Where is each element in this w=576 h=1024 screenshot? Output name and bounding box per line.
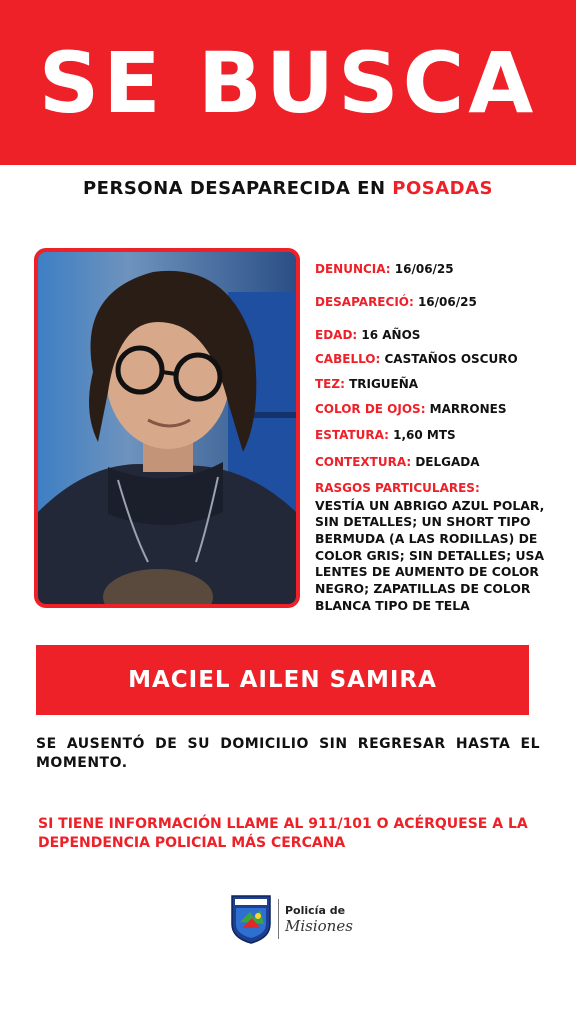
header-banner [0, 0, 576, 165]
person-name: MACIEL AILEN SAMIRA [128, 667, 437, 693]
police-logo [230, 893, 353, 945]
detail-ojos [315, 402, 560, 416]
subtitle-city: POSADAS [392, 178, 494, 199]
logo-line1: Policía de [285, 903, 346, 917]
page-title: SE BUSCA [38, 33, 538, 132]
detail-label: CONTEXTURA: [315, 454, 412, 469]
detail-label: COLOR DE OJOS: [315, 401, 426, 416]
detail-edad [315, 328, 560, 342]
person-photo-illustration [38, 252, 296, 604]
detail-label: EDAD: [315, 327, 358, 342]
detail-label: ESTATURA: [315, 428, 389, 443]
police-shield-icon [230, 894, 272, 944]
logo-text [285, 904, 353, 935]
statement-text: SE AUSENTÓ DE SU DOMICILIO SIN REGRESAR HASTA EL MOMENTO. [36, 736, 540, 771]
detail-label: RASGOS PARTICULARES: [315, 481, 480, 496]
detail-desaparecio [315, 295, 560, 309]
person-photo [34, 248, 300, 608]
detail-value: 16 AÑOS [357, 327, 421, 342]
detail-label: DESAPARECIÓ: [315, 295, 414, 310]
detail-value: 16/06/25 [390, 262, 454, 276]
subtitle-prefix: PERSONA DESAPARECIDA EN [82, 178, 393, 199]
detail-label: TEZ: [315, 376, 345, 391]
logo-line2: Misiones [285, 916, 353, 935]
detail-denuncia [315, 262, 560, 276]
detail-label: DENUNCIA: [315, 262, 391, 276]
detail-label: CABELLO: [315, 352, 381, 367]
detail-cabello [315, 352, 560, 366]
detail-value: CASTAÑOS OSCURO [380, 352, 518, 367]
logo-divider [278, 899, 279, 939]
person-details [315, 262, 560, 615]
detail-tez [315, 377, 560, 391]
subtitle [0, 178, 576, 199]
name-banner [36, 645, 529, 715]
detail-value: TRIGUEÑA [344, 376, 419, 391]
detail-value: 1,60 MTS [388, 428, 456, 443]
detail-contextura [315, 455, 560, 469]
contact-info: SI TIENE INFORMACIÓN LLAME AL 911/101 O ACÉRQUESE A LA DEPENDENCIA POLICIAL MÁS CERCANA [38, 816, 528, 851]
detail-value: 16/06/25 [413, 295, 477, 310]
detail-value: MARRONES [425, 401, 507, 416]
detail-rasgos [315, 481, 560, 495]
detail-estatura [315, 428, 560, 442]
detail-value: DELGADA [411, 454, 480, 469]
detail-rasgos-value: VESTÍA UN ABRIGO AZUL POLAR, SIN DETALLES; UN SHORT TIPO BERMUDA (A LAS RODILLAS) DE COLOR GRIS; SIN DETALLES; USA LENTES DE AUMENTO DE COLOR NEGRO; ZAPATILLAS DE COLOR BLANCA TIPO DE TELA [315, 497, 545, 613]
